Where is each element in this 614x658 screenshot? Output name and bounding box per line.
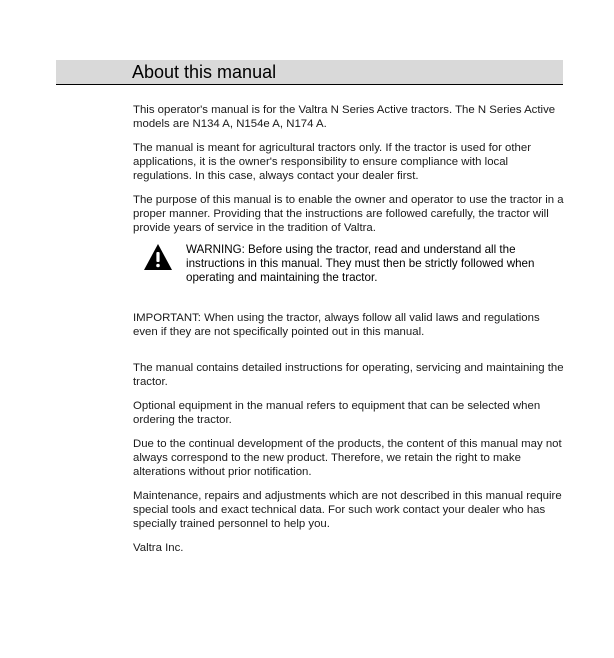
usage-paragraph: The manual is meant for agricultural tractors only. If the tractor is used for other applications, it is the owner's responsibility to ensure compliance with local regulations. In this case, always contact your dealer first. [133, 142, 531, 182]
signature: Valtra Inc. [133, 542, 184, 554]
intro-paragraph: This operator's manual is for the Valtra N Series Active tractors. The N Series Active models are N134 A, N154e A, N174 A. [133, 104, 556, 130]
maintenance-paragraph: Maintenance, repairs and adjustments which are not described in this manual require special tools and exact technical data. For such work contact your dealer who has specially trained personnel to help you. [133, 490, 562, 530]
optional-equipment-paragraph: Optional equipment in the manual refers to equipment that can be selected when ordering the tractor. [133, 400, 541, 426]
warning-triangle-icon [143, 243, 173, 271]
important-paragraph: IMPORTANT: When using the tractor, always follow all valid laws and regulations even if they are not specifically pointed out in this manual. [133, 312, 540, 338]
section-title-bar [56, 60, 563, 85]
purpose-paragraph: The purpose of this manual is to enable the owner and operator to use the tractor in a proper manner. Providing that the instructions are followed carefully, the tractor will provide years of service in the tradition of Valtra. [133, 194, 564, 234]
development-paragraph: Due to the continual development of the products, the content of this manual may not always correspond to the new product. Therefore, we retain the right to make alterations without prior notification. [133, 438, 562, 478]
page-title: About this manual [132, 62, 277, 82]
contents-paragraph: The manual contains detailed instructions for operating, servicing and maintaining the tractor. [133, 362, 564, 388]
warning-text: WARNING: Before using the tractor, read and understand all the instructions in this manual. They must then be strictly followed when operating and maintaining the tractor. [186, 243, 535, 284]
manual-body [133, 103, 565, 555]
warning-block [133, 243, 565, 291]
